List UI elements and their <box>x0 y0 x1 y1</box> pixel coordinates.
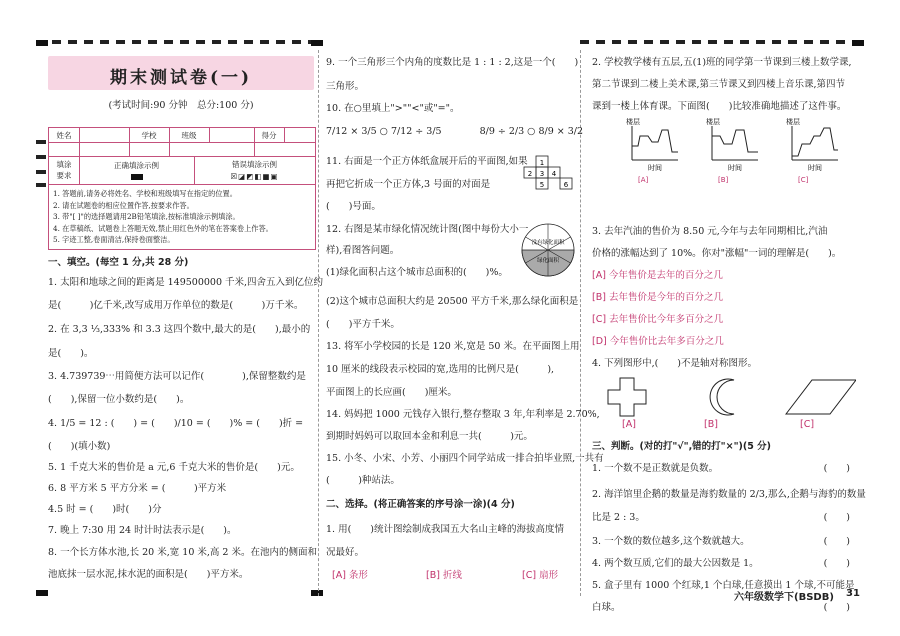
option-b[interactable]: [B] 折线 <box>426 570 462 581</box>
judge-text: 3. 一个数的数位越多,这个数就越大。 <box>592 536 750 547</box>
answer-paren[interactable]: ( ) <box>823 558 850 569</box>
q-line: 再把它折成一个正方体,3 号面的对面是 <box>326 179 491 190</box>
q-line: 样),看图答问题。 <box>326 245 400 256</box>
q-line: 10. 在○里填上">""<"或"="。 <box>326 103 460 114</box>
q-line: 2. 在 3,3 ⅓,333% 和 3.3 这四个数中,最大的是( ),最小的 <box>48 324 311 335</box>
net-num: 4 <box>551 170 557 178</box>
svg-text:时间: 时间 <box>648 164 662 172</box>
q-line: 14. 妈妈把 1000 元钱存入银行,整存整取 3 年,年利率是 2.70%, <box>326 409 600 420</box>
net-num: 2 <box>527 170 533 178</box>
judge-line <box>592 557 860 570</box>
q-line: 11. 右面是一个正方体纸盒展开后的平面图,如果 <box>326 156 528 167</box>
pie-label: 绿化面积 <box>536 258 560 264</box>
option-a[interactable]: [A] <box>622 419 636 430</box>
judge-text: 4. 两个数互质,它们的最大公因数是 1。 <box>592 558 759 569</box>
option-a[interactable]: [A] 条形 <box>332 570 368 581</box>
q-line: 是( )亿千米,改写成用万作单位的数是( )万千米。 <box>48 300 304 311</box>
q-line: 12. 右图是某市绿化情况统计图(图中每份大小一 <box>326 224 529 235</box>
judge-line <box>592 511 860 524</box>
net-num: 5 <box>539 181 545 189</box>
answer-paren[interactable]: ( ) <box>823 512 850 523</box>
q-line: 3. 去年汽油的售价为 8.50 元,今年与去年同期相比,汽油 <box>592 226 828 237</box>
q-line: 到期时妈妈可以取回本金和利息一共( )元。 <box>326 431 533 442</box>
title-box <box>48 56 314 90</box>
q-line: 3. 4.739739⋯用简便方法可以记作( ),保留整数约是 <box>48 371 306 382</box>
notice-item: 1. 答题前,请务必将姓名、学校和班级填写在指定的位置。 <box>53 189 237 198</box>
answer-paren[interactable]: ( ) <box>823 536 850 547</box>
class-label: 班级 <box>169 128 210 142</box>
q-line: 4. 下列图形中,( )不是轴对称图形。 <box>592 358 758 369</box>
net-num: 1 <box>539 159 545 167</box>
q-line: 15. 小冬、小宋、小芳、小丽四个同学站成一排合拍毕业照,一共有 <box>326 453 604 464</box>
greening-pie-chart <box>520 222 576 278</box>
fill-label-2: 要求 <box>56 171 72 180</box>
svg-text:楼层: 楼层 <box>626 118 640 126</box>
q-line: ( )种站法。 <box>326 475 400 486</box>
judge-text: 1. 一个数不是正数就是负数。 <box>592 463 719 474</box>
parallelogram-shape <box>786 380 856 414</box>
q-line: ( ),保留一位小数约是( )。 <box>48 394 190 405</box>
svg-text:时间: 时间 <box>728 164 742 172</box>
wrong-fill-icons: ☒◪◩◧■▣ <box>230 172 279 181</box>
notice-item: 2. 请在试题卷的相应位置作答,按要求作答。 <box>53 200 194 210</box>
wrong-example-label: 错误填涂示例 <box>232 160 277 169</box>
q-line: 7. 晚上 7:30 用 24 时计时法表示是( )。 <box>48 525 237 536</box>
graph-a <box>626 117 678 184</box>
q-line: 价格的涨幅达到了 10%。你对"涨幅"一词的理解是( )。 <box>592 248 842 259</box>
answer-paren[interactable]: ( ) <box>823 602 850 613</box>
q-line: 4.5 时 = ( )时( )分 <box>48 504 162 515</box>
notice-item: 3. 带"[ ]"的选择题请用2B铅笔填涂,按标准填涂示例填涂。 <box>53 212 240 221</box>
name-label: 姓名 <box>49 128 80 142</box>
q-line: (1)绿化面积占这个城市总面积的( )%。 <box>326 267 508 278</box>
q-line: 8. 一个长方体水池,长 20 米,宽 10 米,高 2 米。在池内的侧面和 <box>48 547 317 558</box>
q-line: 10 厘米的线段表示校园的宽,选用的比例尺是( ), <box>326 364 555 375</box>
q-line: (2)这个城市总面积大约是 20500 平方千米,那么绿化面积是 <box>326 296 579 307</box>
option-b[interactable]: [B] 去年售价是今年的百分之几 <box>592 292 723 303</box>
option-a[interactable]: [A] 今年售价是去年的百分之几 <box>592 270 723 281</box>
q-line: 1. 用( )统计图绘制成我国五大名山主峰的海拔高度情 <box>326 524 564 535</box>
svg-text:[A]: [A] <box>638 176 649 184</box>
judge-line: 5. 盒子里有 1000 个红球,1 个白球,任意摸出 1 个球,不可能是 <box>592 580 855 591</box>
option-d[interactable]: [D] 今年售价比去年多百分之几 <box>592 336 724 347</box>
q-line: 2. 学校教学楼有五层,五(1)班的同学第一节课到三楼上数学课, <box>592 57 852 68</box>
section-2-heading: 二、选择。(将正确答案的序号涂一涂)(4 分) <box>326 499 515 510</box>
q-line: 是( )。 <box>48 348 94 359</box>
judge-text: 比是 2 : 3。 <box>592 512 645 523</box>
judge-line <box>592 535 860 548</box>
q4-shapes <box>606 376 856 418</box>
q-line: 7/12 × 3/5 ○ 7/12 ÷ 3/5 8/9 ÷ 2/3 ○ 8/9 × 3/2 <box>326 126 584 137</box>
q-line: 平面图上的长应画( )厘米。 <box>326 387 457 398</box>
class-field[interactable] <box>209 128 255 142</box>
correct-example-label: 正确填涂示例 <box>114 161 159 170</box>
q-line: 1. 太阳和地球之间的距离是 149500000 千米,四舍五入到亿位约 <box>48 277 324 288</box>
notice-item: 4. 在草稿纸、试题卷上答题无效,禁止用红色外的笔在答案卷上作答。 <box>53 223 273 233</box>
filled-box-icon <box>131 174 143 180</box>
section-1-heading: 一、填空。(每空 1 分,共 28 分) <box>48 257 189 268</box>
exam-subtitle: (考试时间:90 分钟 总分:100 分) <box>108 100 254 111</box>
net-num: 6 <box>563 181 569 189</box>
svg-text:[B]: [B] <box>718 176 729 184</box>
option-c[interactable]: [C] 去年售价比今年多百分之几 <box>592 314 724 325</box>
notice-list <box>53 188 311 246</box>
judge-line <box>592 462 860 475</box>
svg-text:楼层: 楼层 <box>786 118 800 126</box>
answer-paren[interactable]: ( ) <box>823 463 850 474</box>
section-3-heading: 三、判断。(对的打"√",错的打"×")(5 分) <box>592 441 771 452</box>
q-line: 况最好。 <box>326 547 365 558</box>
fill-label-1: 填涂 <box>56 160 72 169</box>
q-line: ( )(填小数) <box>48 441 111 452</box>
option-b[interactable]: [B] <box>704 419 718 430</box>
graph-c <box>786 117 838 184</box>
q-line: 4. 1/5 = 12 : ( ) = ( )/10 = ( )% = ( )折 = <box>48 418 304 429</box>
judge-text: 白球。 <box>592 602 621 613</box>
q-line: ( )号面。 <box>326 201 381 212</box>
floor-graphs <box>616 116 856 186</box>
q-line: 13. 将军小学校园的长是 120 米,宽是 50 米。在平面图上用 <box>326 341 580 352</box>
q-line: 9. 一个三角形三个内角的度数比是 1 : 1 : 2,这是一个( ) <box>326 57 579 68</box>
footer-label: 六年级数学下(BSDB) <box>734 592 834 603</box>
school-label: 学校 <box>129 128 170 142</box>
info-table <box>48 127 316 250</box>
q-line: 第二节课到二楼上美术课,第三节课又到四楼上音乐课,第四节 <box>592 79 846 90</box>
svg-text:时间: 时间 <box>808 164 822 172</box>
q-line: ( )平方千米。 <box>326 319 400 330</box>
q-line: 池底抹一层水泥,抹水泥的面积是( )平方米。 <box>48 569 249 580</box>
page-title: 期末测试卷(一) <box>109 68 253 88</box>
graph-b <box>706 117 758 184</box>
net-num: 3 <box>539 170 545 178</box>
pie-label: 没有绿化面积 <box>531 240 565 246</box>
score-label: 得分 <box>254 128 285 142</box>
q-line: 6. 8 平方米 5 平方分米 = ( )平方米 <box>48 483 227 494</box>
q-line: 课到一楼上体育课。下面图( )比较准确地描述了这件事。 <box>592 101 847 112</box>
option-c[interactable]: [C] <box>800 419 815 430</box>
cross-shape <box>608 378 646 416</box>
name-field[interactable] <box>79 128 130 142</box>
svg-text:[C]: [C] <box>798 176 809 184</box>
page-number: 31 <box>846 588 860 599</box>
crescent-shape <box>710 379 734 415</box>
svg-text:楼层: 楼层 <box>706 118 720 126</box>
judge-line: 2. 海洋馆里企鹅的数量是海豹数量的 2/3,那么,企鹅与海豹的数量 <box>592 489 866 500</box>
notice-item: 5. 字迹工整,卷面清洁,保持卷面整洁。 <box>53 235 175 244</box>
q-line: 5. 1 千克大米的售价是 a 元,6 千克大米的售价是( )元。 <box>48 462 300 473</box>
q-line: 三角形。 <box>326 81 365 92</box>
option-c[interactable]: [C] 扇形 <box>522 570 559 581</box>
cube-net-figure <box>522 154 574 200</box>
